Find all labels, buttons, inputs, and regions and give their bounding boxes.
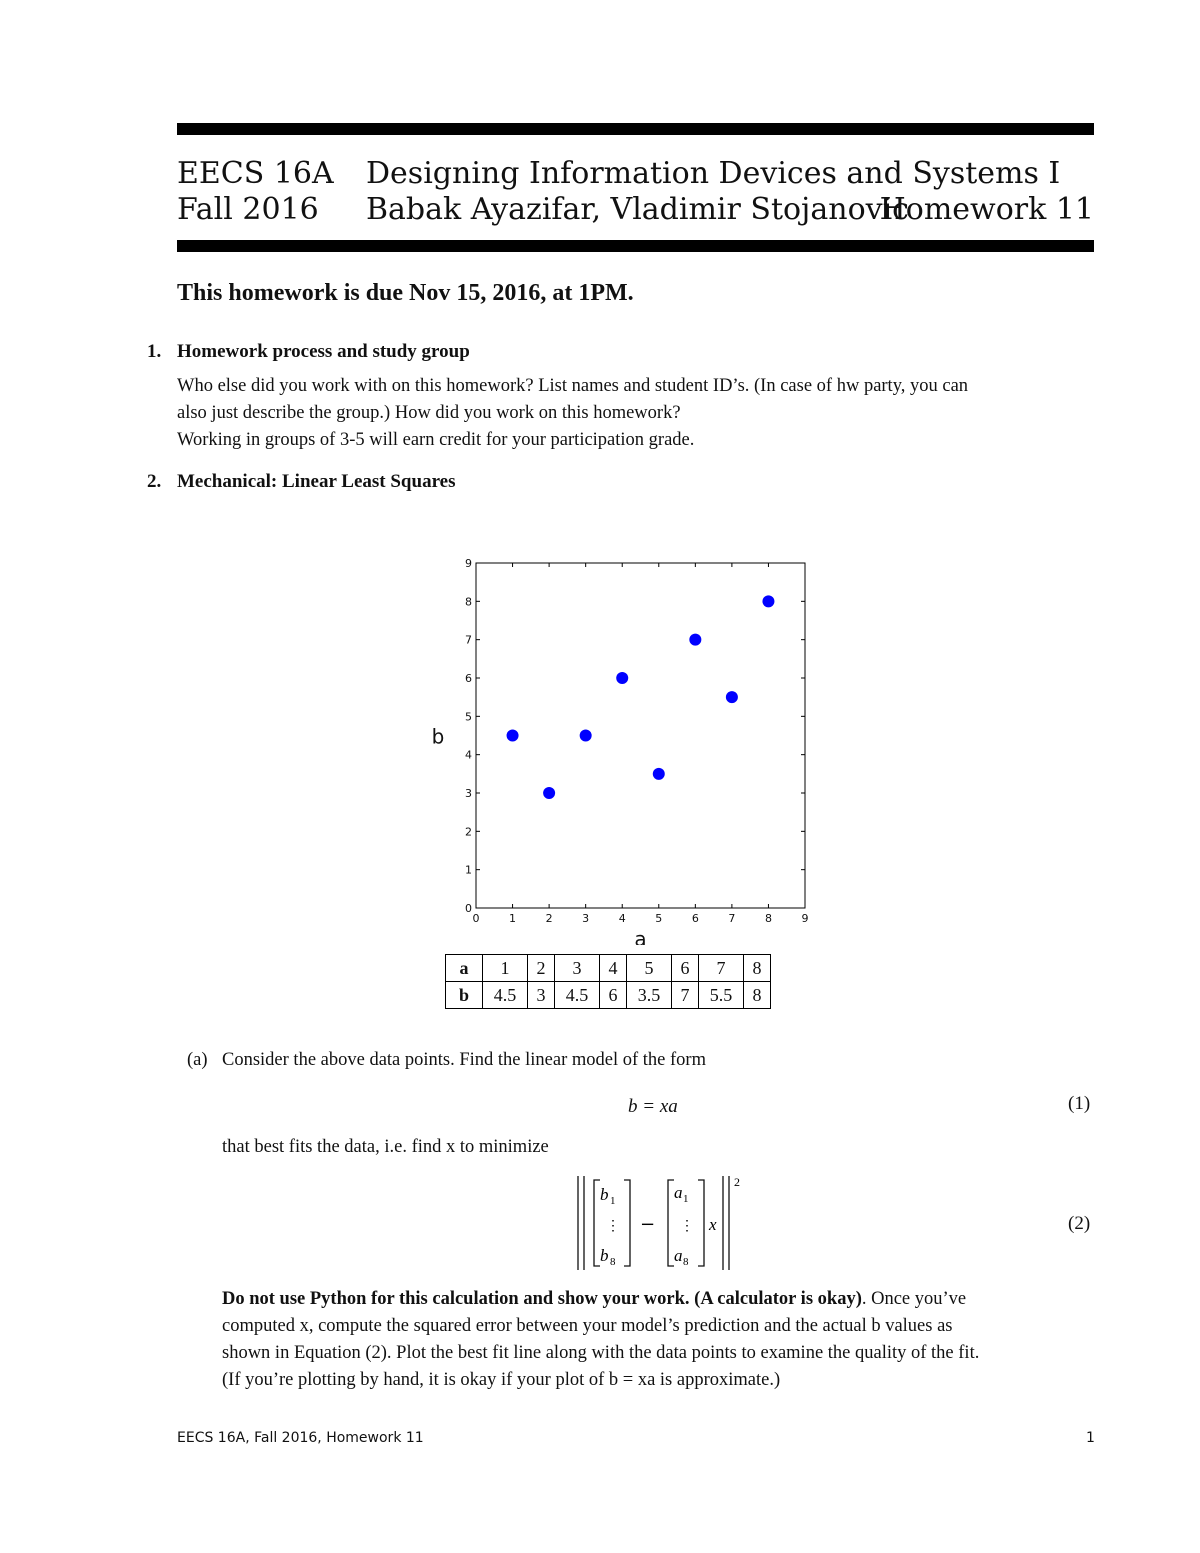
x-tick-label: 4	[618, 912, 626, 925]
a-value-4: 4	[600, 955, 627, 982]
x-tick-label: 3	[582, 912, 590, 925]
y-tick-label: 8	[465, 595, 472, 609]
x-tick-label: 8	[764, 912, 772, 925]
instructions-line-4: (If you’re plotting by hand, it is okay if your plot of b = xa is approximate.)	[222, 1370, 781, 1390]
y-tick-label: 7	[465, 633, 472, 647]
a-top-entry: a	[674, 1183, 683, 1202]
x-axis-label: a	[634, 927, 647, 945]
due-date-line: This homework is due Nov 15, 2016, at 1PM.	[177, 280, 634, 306]
part-a-label: (a)	[187, 1050, 208, 1070]
plot-frame	[476, 563, 805, 908]
b-value-7: 5.5	[699, 982, 744, 1009]
y-tick-label: 6	[465, 672, 472, 685]
row-a-label: a	[446, 955, 483, 982]
b-value-3: 4.5	[555, 982, 600, 1009]
y-tick-label: 0	[465, 902, 472, 915]
b-value-2: 3	[528, 982, 555, 1009]
x-tick-label: 1	[509, 912, 517, 925]
table-row-b	[446, 982, 771, 1009]
b-bottom-entry: b	[600, 1246, 609, 1265]
b-value-6: 7	[672, 982, 699, 1009]
a-top-subscript: 1	[683, 1193, 689, 1205]
instructions-line-1-rest: . Once you’ve	[861, 1289, 967, 1309]
header-bottom-rule	[177, 240, 1094, 252]
equation-2	[570, 1172, 760, 1276]
a-vdots: ⋮	[680, 1218, 694, 1234]
question-1-line-3: Working in groups of 3-5 will earn credit for your participation grade.	[177, 430, 695, 450]
x-tick-label: 0	[472, 912, 480, 925]
b-top-entry: b	[600, 1185, 609, 1204]
term: Fall 2016	[177, 192, 319, 227]
data-point	[726, 691, 738, 703]
page-number: 1	[1086, 1430, 1095, 1446]
x-tick-label: 9	[801, 912, 809, 925]
part-a-minimize-text: that best fits the data, i.e. find x to minimize	[222, 1137, 549, 1157]
question-1-body	[177, 373, 1097, 454]
part-a-instructions	[222, 1286, 1094, 1394]
x-tick-label: 5	[655, 912, 663, 925]
data-table	[445, 954, 771, 1009]
a-bottom-entry: a	[674, 1246, 683, 1265]
a-value-3: 3	[555, 955, 600, 982]
b-value-5: 3.5	[627, 982, 672, 1009]
instructions-bold: Do not use Python for this calculation and show your work. (A calculator is okay)	[222, 1289, 862, 1309]
course-title: Designing Information Devices and Systems I	[366, 156, 1061, 191]
y-axis-label: b	[431, 724, 445, 749]
data-point	[543, 787, 555, 799]
question-1-number: 1.	[147, 341, 162, 362]
question-2-title: Mechanical: Linear Least Squares	[177, 471, 456, 492]
instructions-line-1	[222, 1286, 1094, 1313]
instructors: Babak Ayazifar, Vladimir Stojanovic	[366, 192, 909, 227]
b-value-1: 4.5	[483, 982, 528, 1009]
b-top-subscript: 1	[610, 1195, 616, 1207]
a-value-2: 2	[528, 955, 555, 982]
question-1-line-2: also just describe the group.) How did you work on this homework?	[177, 403, 681, 423]
question-1-line-1: Who else did you work with on this homework? List names and student ID’s. (In case of hw party, you can	[177, 376, 969, 396]
scatter-chart	[420, 545, 820, 945]
data-point	[762, 595, 774, 607]
b-vdots: ⋮	[606, 1218, 620, 1234]
a-value-5: 5	[627, 955, 672, 982]
b-value-8: 8	[744, 982, 771, 1009]
y-tick-label: 2	[465, 825, 472, 839]
data-point	[689, 634, 701, 646]
norm-power: 2	[734, 1175, 740, 1189]
equation-2-number: (2)	[1068, 1213, 1091, 1234]
x-tick-label: 6	[691, 912, 699, 925]
question-2-number: 2.	[147, 471, 162, 492]
equation-1: b = xa	[628, 1096, 678, 1117]
data-point	[616, 672, 628, 684]
y-tick-label: 5	[465, 710, 472, 724]
instructions-line-2: computed x, compute the squared error between your model’s prediction and the actual b values as	[222, 1316, 953, 1336]
minus-sign: −	[640, 1214, 656, 1235]
data-point	[507, 730, 519, 742]
assignment-title: Homework 11	[879, 192, 1094, 227]
x-tick-label: 2	[545, 912, 553, 925]
y-tick-label: 4	[465, 748, 472, 762]
a-value-8: 8	[744, 955, 771, 982]
x-tick-label: 7	[728, 912, 736, 925]
x-variable: x	[709, 1215, 717, 1234]
row-b-label: b	[446, 982, 483, 1009]
equation-1-number: (1)	[1068, 1093, 1091, 1114]
table-row-a	[446, 955, 771, 982]
b-value-4: 6	[600, 982, 627, 1009]
a-value-7: 7	[699, 955, 744, 982]
y-tick-label: 9	[465, 557, 472, 570]
header-top-rule	[177, 123, 1094, 135]
y-tick-label: 1	[465, 863, 472, 877]
data-point	[580, 730, 592, 742]
a-value-1: 1	[483, 955, 528, 982]
a-bottom-subscript: 8	[683, 1256, 689, 1268]
footer-left: EECS 16A, Fall 2016, Homework 11	[177, 1430, 424, 1446]
data-point	[653, 768, 665, 780]
part-a-intro: Consider the above data points. Find the linear model of the form	[222, 1050, 706, 1070]
y-tick-label: 3	[465, 787, 472, 800]
question-1-title: Homework process and study group	[177, 341, 470, 362]
a-value-6: 6	[672, 955, 699, 982]
course-code: EECS 16A	[177, 156, 334, 191]
instructions-line-3: shown in Equation (2). Plot the best fit line along with the data points to examine the quality of the fit.	[222, 1343, 980, 1363]
b-bottom-subscript: 8	[610, 1256, 616, 1268]
